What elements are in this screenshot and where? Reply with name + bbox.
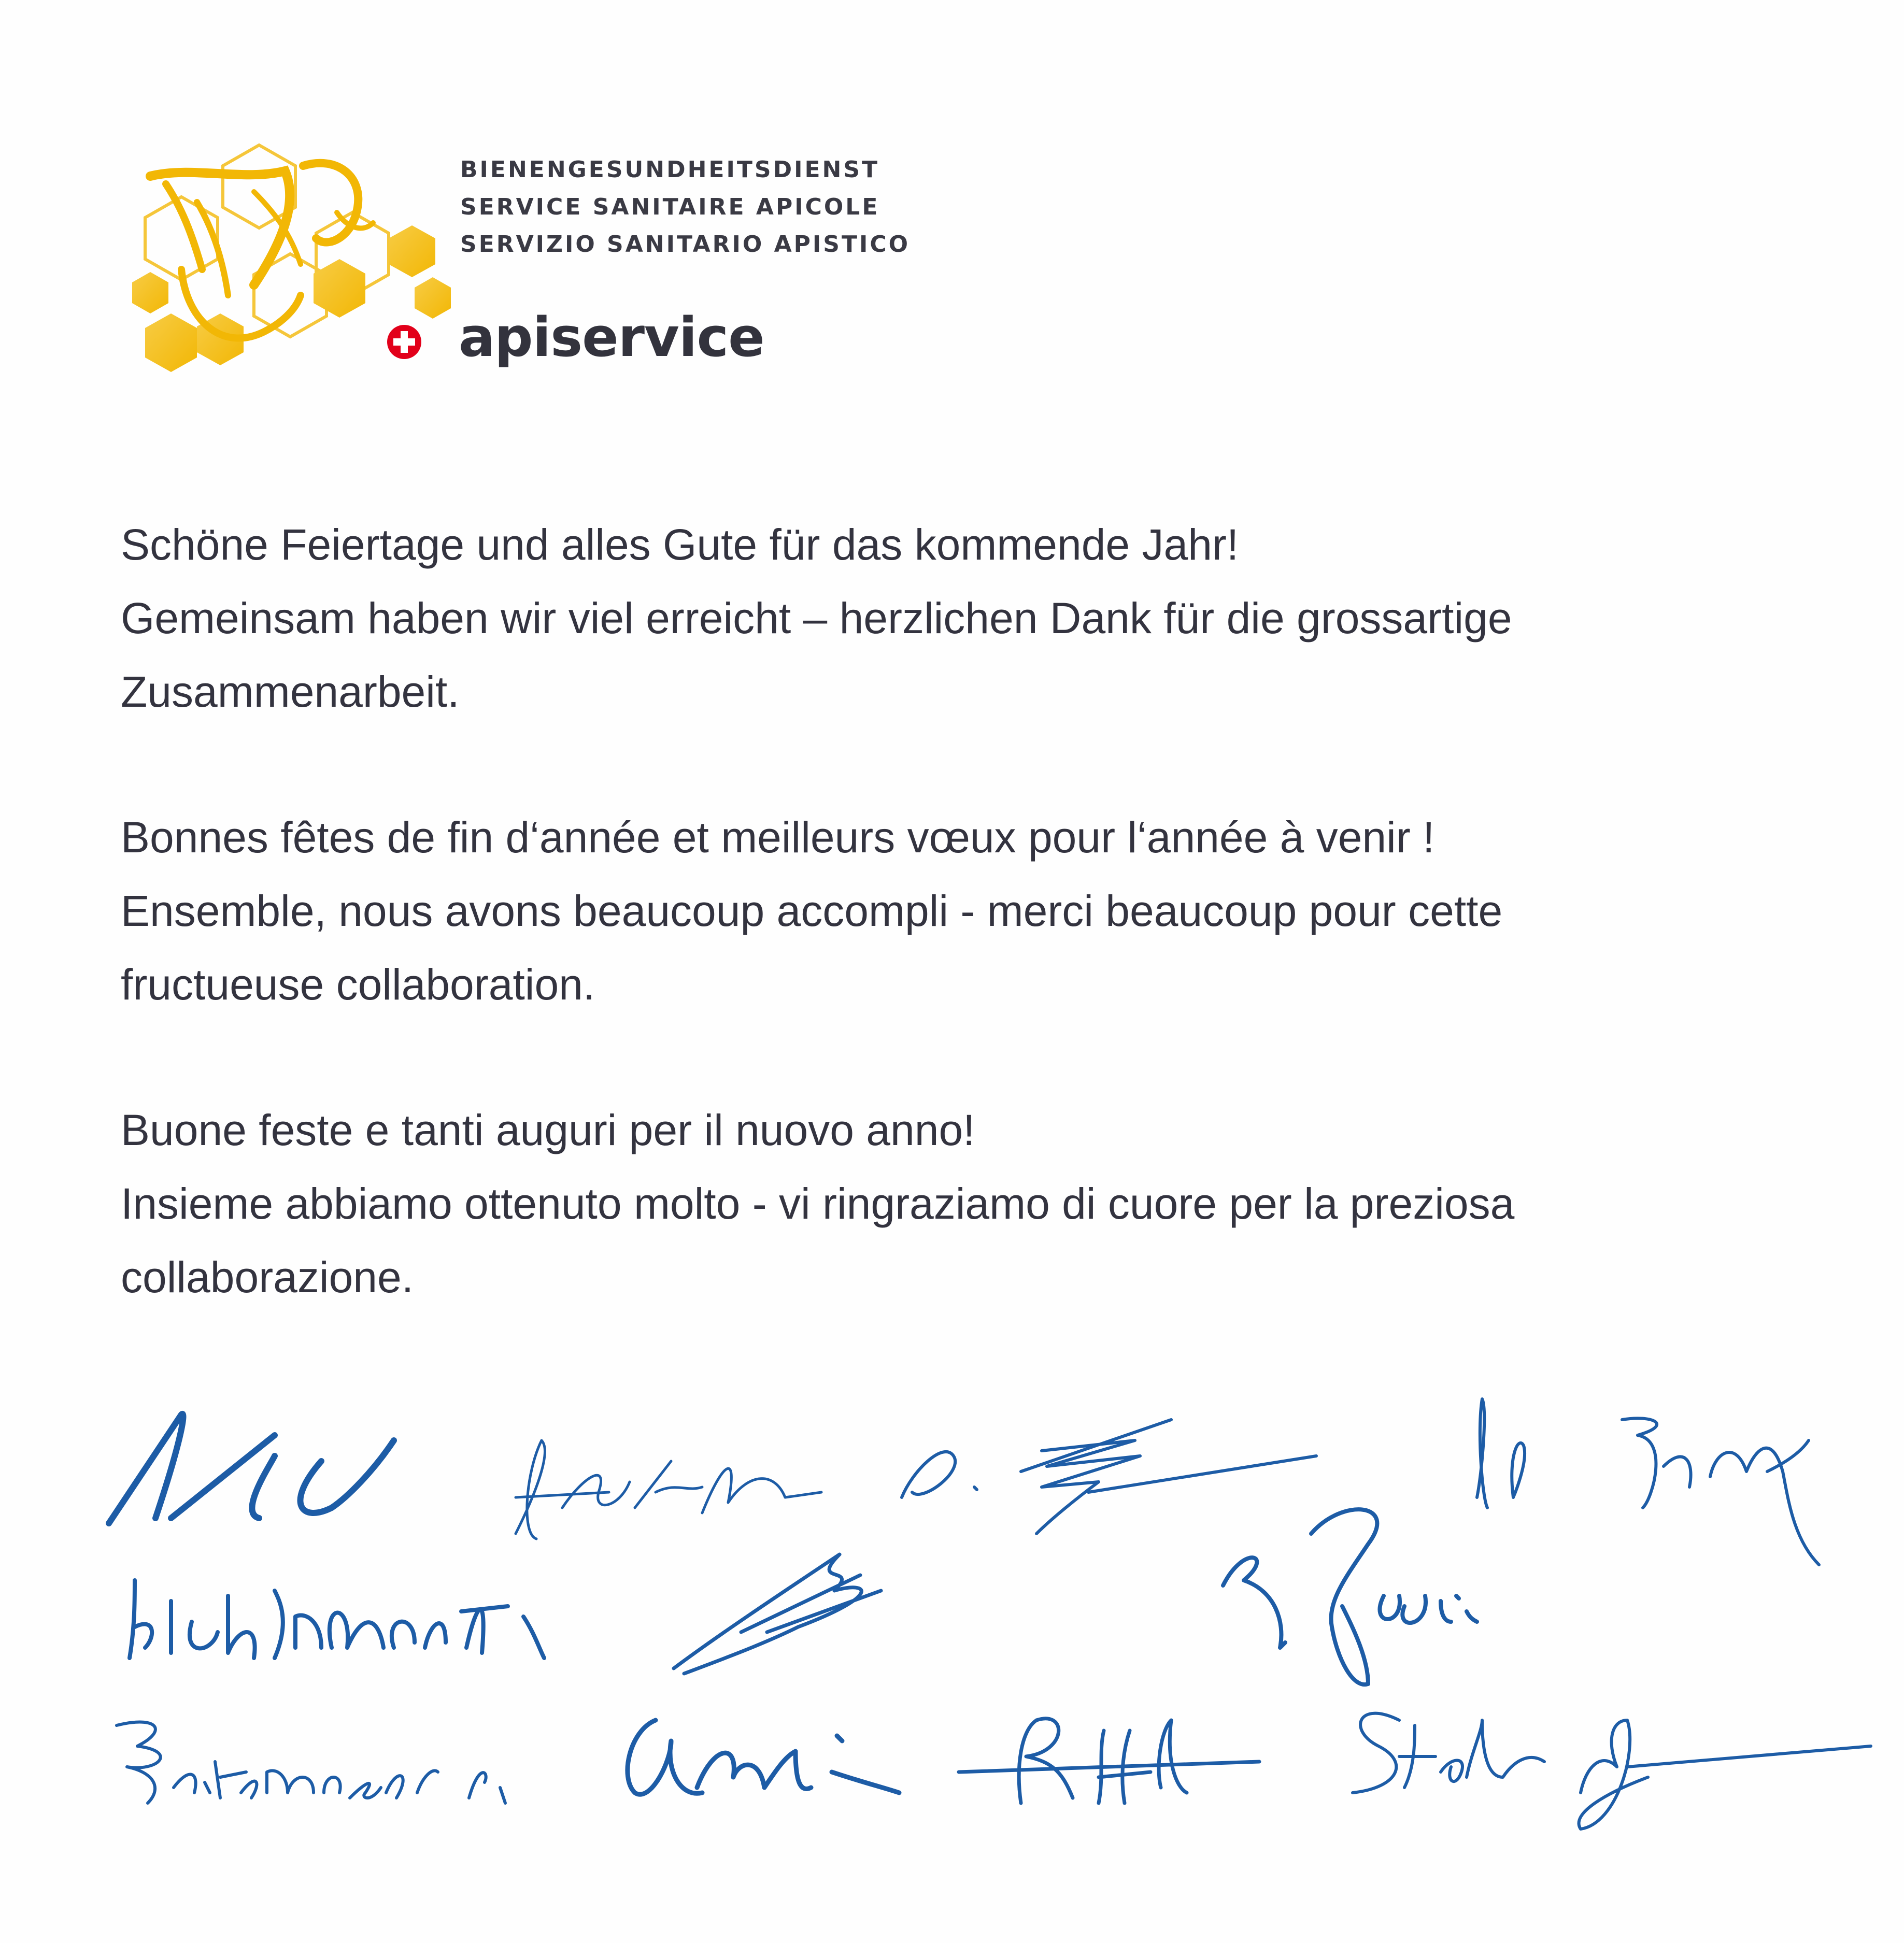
message-line: Schöne Feiertage und alles Gute für das kommende Jahr!: [121, 520, 1239, 569]
brand-name: apiservice: [459, 306, 764, 369]
org-name-german: BIENENGESUNDHEITSDIENST: [460, 156, 880, 183]
signature-1: [104, 1399, 394, 1534]
signature-11: [1337, 1689, 1876, 1834]
org-name-french: SERVICE SANITAIRE APICOLE: [460, 194, 880, 220]
swiss-cross-icon: [386, 324, 422, 360]
organization-names: [460, 151, 978, 263]
message-line: Gemeinsam haben wir viel erreicht – herzlichen Dank für die grossartige: [121, 594, 1512, 642]
message-italian: [121, 1093, 1753, 1314]
message-line: Zusammenarbeit.: [121, 667, 460, 716]
signature-9: [614, 1699, 904, 1813]
signature-8: [106, 1710, 516, 1813]
signature-7: [1213, 1492, 1482, 1699]
signature-5: [124, 1570, 549, 1668]
signature-6: [663, 1544, 891, 1679]
message-line: fructueuse collaboration.: [121, 960, 595, 1009]
message-french: [121, 801, 1753, 1021]
message-line: collaborazione.: [121, 1253, 414, 1302]
signature-4: [1467, 1394, 1829, 1570]
message-line: Ensemble, nous avons beaucoup accompli - merci beaucoup pour cette: [121, 887, 1503, 935]
message-german: [121, 508, 1753, 728]
signature-10: [948, 1699, 1280, 1813]
message-line: Insieme abbiamo ottenuto molto - vi ringraziamo di cuore per la preziosa: [121, 1179, 1515, 1228]
message-line: Buone feste e tanti auguri per il nuovo anno!: [121, 1106, 975, 1154]
message-line: Bonnes fêtes de fin d‘année et meilleurs vœux pour l‘année à venir !: [121, 813, 1435, 862]
org-name-italian: SERVIZIO SANITARIO APISTICO: [460, 231, 911, 258]
signature-2: [505, 1430, 827, 1544]
